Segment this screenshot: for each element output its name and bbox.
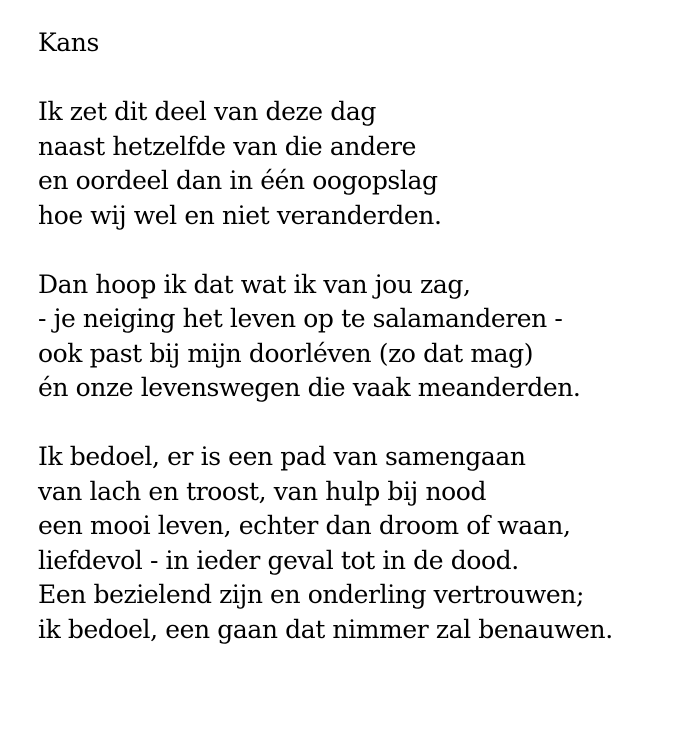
poem-line: Dan hoop ik dat wat ik van jou zag, (38, 269, 471, 299)
poem-line: en oordeel dan in één oogopslag (38, 166, 438, 195)
poem-line: liefdevol - in ieder geval tot in de dood. (38, 545, 519, 575)
poem-line: ik bedoel, een gaan dat nimmer zal benauwen. (38, 614, 613, 644)
poem-line: Een bezielend zijn en onderling vertrouwen; (38, 580, 584, 609)
poem-title: Kans (38, 28, 99, 57)
poem-line: Ik zet dit deel van deze dag (38, 97, 376, 126)
poem-line: én onze levenswegen die vaak meanderden. (38, 373, 581, 402)
stanza-2 (38, 268, 688, 406)
poem-line: ook past bij mijn doorléven (zo dat mag) (38, 338, 534, 368)
stanza-1 (38, 95, 688, 233)
poem-line: van lach en troost, van hulp bij nood (38, 476, 487, 506)
poem-line: naast hetzelfde van die andere (38, 131, 417, 161)
poem-line: een mooi leven, echter dan droom of waan, (38, 511, 571, 540)
stanza-3 (38, 440, 688, 647)
poem (38, 26, 688, 682)
poem-line: hoe wij wel en niet veranderden. (38, 200, 442, 230)
poem-line: Ik bedoel, er is een pad van samengaan (38, 442, 526, 471)
poem-line: - je neiging het leven op te salamanderen - (38, 304, 563, 333)
